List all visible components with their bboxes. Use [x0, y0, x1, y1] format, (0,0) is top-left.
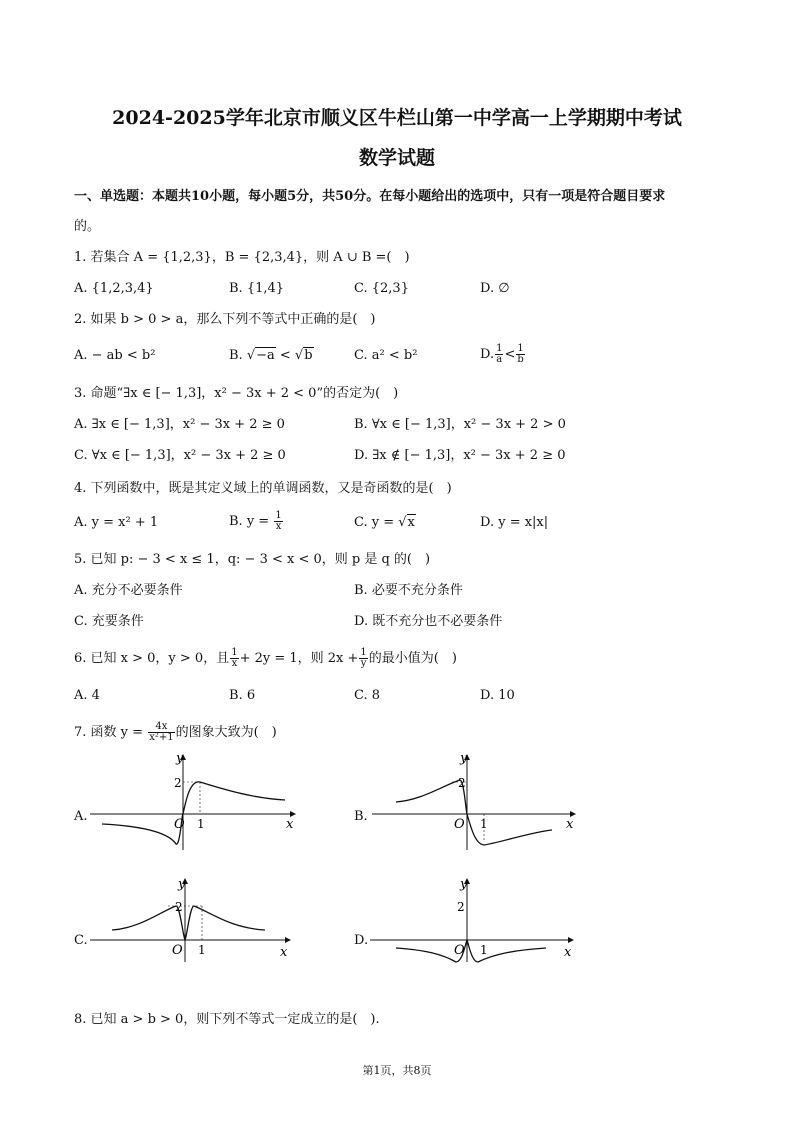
q3-option-a: A. ∃x ∈ [− 1,3]，x² − 3x + 2 ≥ 0: [74, 417, 285, 432]
q2-stem: 2. 如果 b > 0 > a，那么下列不等式中正确的是( ): [74, 312, 376, 327]
q5-option-b: B. 必要不充分条件: [354, 583, 463, 598]
q3-option-c: C. ∀x ∈ [− 1,3]，x² − 3x + 2 ≥ 0: [74, 448, 286, 463]
q7-a-tick-1: 1: [197, 817, 205, 831]
q5-option-d: D. 既不充分也不必要条件: [354, 614, 503, 629]
q7-c-tick-1: 1: [198, 943, 206, 957]
q6-option-a: A. 4: [74, 688, 100, 703]
q7-label-a: A.: [74, 809, 88, 824]
q7-d-tick-1: 1: [480, 943, 488, 957]
q7-graph-c: [90, 876, 300, 966]
q3-option-d: D. ∃x ∉ [− 1,3]，x² − 3x + 2 ≥ 0: [354, 448, 566, 463]
section-heading-line-2: 的。: [74, 219, 101, 234]
q7-d-tick-2: 2: [457, 900, 465, 914]
q7-d-origin: O: [454, 943, 465, 958]
q5-stem: 5. 已知 p: − 3 < x ≤ 1，q: − 3 < x < 0，则 p 是 q 的( ): [74, 552, 431, 567]
q7-d-axis-x: x: [564, 945, 572, 960]
q7-a-axis-x: x: [286, 817, 294, 832]
q2-option-d: D. $\frac{1}{a}$ < $\frac{1}{b}$: [480, 343, 524, 365]
q4-stem: 4. 下列函数中，既是其定义域上的单调函数，又是奇函数的是( ): [74, 481, 452, 496]
q1-stem: 1. 若集合 A = {1,2,3}，B = {2,3,4}，则 A ∪ B =( ): [74, 250, 410, 265]
q5-option-c: C. 充要条件: [74, 614, 144, 629]
title-line-1: 2024-2025学年北京市顺义区牛栏山第一中学高一上学期期中考试: [112, 107, 682, 129]
q7-b-axis-y: y: [460, 752, 468, 766]
q4-option-d: D. y = x|x|: [480, 515, 549, 530]
q7-label-d: D.: [354, 933, 369, 948]
q3-stem: 3. 命题“∃x ∈ [− 1,3]，x² − 3x + 2 < 0”的否定为( ): [74, 386, 399, 401]
q7-c-origin: O: [172, 943, 183, 958]
q7-a-origin: O: [174, 817, 185, 832]
q7-c-tick-2: 2: [175, 900, 183, 914]
q7-graph-a: [90, 752, 300, 852]
q8-stem: 8. 已知 a > b > 0，则下列不等式一定成立的是( ).: [74, 1012, 380, 1027]
q1-option-a: A. {1,2,3,4}: [74, 281, 154, 296]
q7-label-c: C.: [74, 933, 88, 948]
q6-option-d: D. 10: [480, 688, 515, 703]
q1-option-c: C. {2,3}: [354, 281, 409, 296]
q7-stem: 7. 函数 y = $\frac{4x}{\text{x²+1}}$ 的图象大致为( ): [74, 721, 277, 743]
q7-b-origin: O: [454, 817, 465, 832]
title-line-2: 数学试题: [358, 147, 435, 169]
q7-graph-b: [372, 752, 582, 852]
q4-option-a: A. y = x² + 1: [74, 515, 159, 530]
q5-option-a: A. 充分不必要条件: [74, 583, 183, 598]
q7-c-axis-y: y: [178, 877, 186, 892]
q7-b-tick-2: 2: [458, 776, 466, 790]
q4-option-c: C. y = √x: [354, 515, 415, 530]
q7-d-axis-y: y: [460, 877, 468, 892]
q1-option-d: D. ∅: [480, 281, 510, 296]
q6-option-c: C. 8: [354, 688, 381, 703]
q4-option-b: B. y = $\frac{1}{x}$: [229, 510, 282, 532]
q6-stem: 6. 已知 x > 0，y > 0，且 $\frac{1}{x}$ + 2y = 1，则 2x + $\frac{1}{y}$ 的最小值为( ): [74, 647, 457, 669]
q2-option-c: C. a² < b²: [354, 348, 418, 363]
q7-graph-d: [370, 876, 582, 966]
q7-label-b: B.: [354, 809, 368, 824]
q7-a-tick-2: 2: [174, 776, 182, 790]
q1-option-b: B. {1,4}: [229, 281, 285, 296]
q3-option-b: B. ∀x ∈ [− 1,3]，x² − 3x + 2 > 0: [354, 417, 566, 432]
page-footer: 第1页，共8页: [362, 1064, 432, 1077]
q6-option-b: B. 6: [229, 688, 256, 703]
q7-c-axis-x: x: [280, 945, 288, 960]
q2-option-a: A. − ab < b²: [74, 348, 156, 363]
q7-b-tick-1: 1: [480, 817, 488, 831]
q7-b-axis-x: x: [566, 817, 574, 832]
q2-option-b: B. √−a < √b: [229, 348, 313, 363]
q7-a-axis-y: y: [176, 752, 184, 766]
section-heading-line-1: 一、单选题：本题共10小题，每小题5分，共50分。在每小题给出的选项中，只有一项是符合题目要求: [74, 189, 666, 204]
